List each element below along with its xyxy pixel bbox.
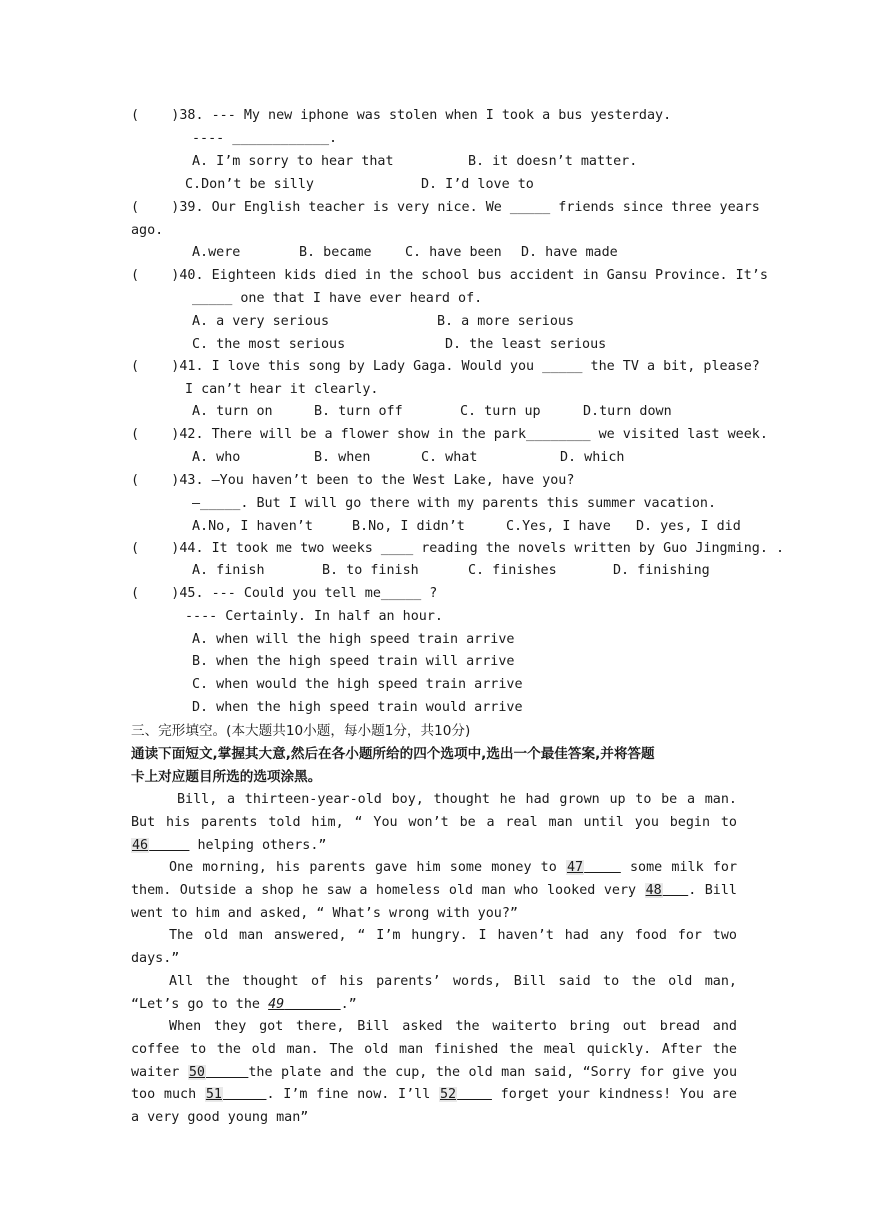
q39-option-a: A.were — [192, 245, 241, 260]
passage-p1-text-a: Bill, a thirteen-year-old boy, thought he had grown up to be a man. But his parents told him, “ You won’t be a real man until you begin to — [131, 792, 737, 830]
blank-50-line — [206, 1065, 248, 1080]
passage-p4-text-b: .” — [340, 996, 357, 1012]
q40-option-a: A. a very serious — [192, 314, 330, 329]
q38-option-b: B. it doesn’t matter. — [468, 154, 638, 169]
blank-51: 51 — [205, 1087, 222, 1103]
passage-p5-text-b: the plate and the cup, the old man said, “Sorry for give you too much — [131, 1064, 738, 1103]
passage-p2-text-b: some milk for them. Outside a shop he saw a homeless old man who looked very — [131, 860, 738, 898]
q43-option-d: D. yes, I did — [636, 519, 741, 534]
q42-option-a: A. who — [192, 450, 241, 465]
section3-instruction-line2: 卡上对应题目所选的选项涂黑。 — [131, 769, 322, 785]
passage-p4-text-a: All the thought of his parents’ words, Bill said to the old man, “Let’s go to the — [131, 974, 737, 1012]
blank-51-line — [223, 1087, 267, 1102]
q40-option-c: C. the most serious — [192, 337, 346, 352]
q41-option-c: C. turn up — [460, 404, 541, 419]
q39-option-b: B. became — [299, 245, 372, 260]
q44-option-d: D. finishing — [613, 563, 710, 578]
q45-option-d: D. when the high speed train would arrive — [192, 700, 523, 715]
blank-48: 48 — [645, 882, 662, 898]
q39-stem-cont: ago. — [131, 223, 164, 238]
q40-option-b: B. a more serious — [437, 314, 575, 329]
q38-option-c: C.Don’t be silly — [185, 177, 314, 192]
passage-p5-text-a: When they got there, Bill asked the waiterto bring out bread and coffee to the old man. The old man finished the meal quickly. After the waiter — [131, 1019, 737, 1080]
q45-option-c: C. when would the high speed train arrive — [192, 677, 523, 692]
q41-stem: ( )41. I love this song by Lady Gaga. Would you _____ the TV a bit, please? — [131, 359, 760, 374]
q40-stem-cont: _____ one that I have ever heard of. — [192, 291, 483, 306]
q43-stem: ( )43. —You haven’t been to the West Lake, have you? — [131, 473, 575, 488]
passage-paragraph-5 — [131, 1016, 737, 1130]
q39-stem: ( )39. Our English teacher is very nice. We _____ friends since three years — [131, 200, 760, 215]
passage-paragraph-1 — [131, 789, 737, 857]
q44-option-c: C. finishes — [468, 563, 557, 578]
q41-option-d: D.turn down — [583, 404, 672, 419]
blank-46: 46 — [132, 837, 149, 853]
q41-stem-cont: I can’t hear it clearly. — [185, 382, 379, 397]
passage-paragraph-3 — [131, 925, 737, 971]
blank-52: 52 — [440, 1087, 457, 1103]
blank-52-line — [457, 1087, 492, 1102]
q39-option-c: C. have been — [405, 245, 502, 260]
blank-49-line — [284, 997, 340, 1012]
q41-option-b: B. turn off — [314, 404, 403, 419]
q38-option-d: D. I’d love to — [421, 177, 534, 192]
q44-option-b: B. to finish — [322, 563, 419, 578]
passage-p1-text-b: helping others.” — [189, 837, 327, 853]
passage-p2-text-c: . Bill went to him and asked, “ What’s wrong with you?” — [131, 882, 737, 921]
q44-option-a: A. finish — [192, 563, 265, 578]
passage-p3-text: The old man answered, “ I’m hungry. I haven’t had any food for two days.” — [131, 928, 737, 966]
passage-p5-text-d: forget your kindness! You are a very good young man” — [131, 1087, 737, 1126]
section3-instruction-line1: 通读下面短文,掌握其大意,然后在各小题所给的四个选项中,选出一个最佳答案,并将答题 — [131, 746, 655, 762]
q43-option-c: C.Yes, I have — [506, 519, 611, 534]
blank-46-line — [149, 838, 189, 853]
q42-option-d: D. which — [560, 450, 625, 465]
q38-option-a: A. I’m sorry to hear that — [192, 154, 394, 169]
q45-option-b: B. when the high speed train will arrive — [192, 654, 515, 669]
q43-option-a: A.No, I haven’t — [192, 519, 313, 534]
q41-option-a: A. turn on — [192, 404, 273, 419]
blank-48-line — [663, 883, 689, 898]
q40-option-d: D. the least serious — [445, 337, 607, 352]
blank-50: 50 — [188, 1064, 205, 1080]
q44-stem: ( )44. It took me two weeks ____ reading the novels written by Guo Jingming. . — [131, 541, 785, 556]
q43-reply: —_____. But I will go there with my parents this summer vacation. — [192, 496, 717, 511]
q45-reply: ---- Certainly. In half an hour. — [185, 609, 443, 624]
q43-option-b: B.No, I didn’t — [352, 519, 465, 534]
q38-stem: ( )38. --- My new iphone was stolen when I took a bus yesterday. — [131, 108, 672, 123]
blank-49: 49 — [268, 996, 285, 1012]
passage-paragraph-2 — [131, 857, 737, 925]
q42-option-c: C. what — [421, 450, 478, 465]
q45-stem: ( )45. --- Could you tell me_____ ? — [131, 586, 438, 601]
section3-heading: 三、完形填空。(本大题共10小题，每小题1分，共10分) — [131, 723, 471, 739]
q38-reply: ---- ____________. — [192, 131, 338, 146]
passage-p5-text-c: . I’m fine now. I’ll — [266, 1087, 439, 1103]
passage-p2-text-a: One morning, his parents gave him some money to — [169, 860, 566, 875]
q42-option-b: B. when — [314, 450, 371, 465]
blank-47: 47 — [566, 860, 584, 875]
q45-option-a: A. when will the high speed train arrive — [192, 632, 515, 647]
blank-47-line — [584, 860, 621, 875]
passage-paragraph-4 — [131, 971, 737, 1017]
q42-stem: ( )42. There will be a flower show in the park________ we visited last week. — [131, 427, 768, 442]
q39-option-d: D. have made — [521, 245, 618, 260]
q40-stem: ( )40. Eighteen kids died in the school bus accident in Gansu Province. It’s — [131, 268, 768, 283]
